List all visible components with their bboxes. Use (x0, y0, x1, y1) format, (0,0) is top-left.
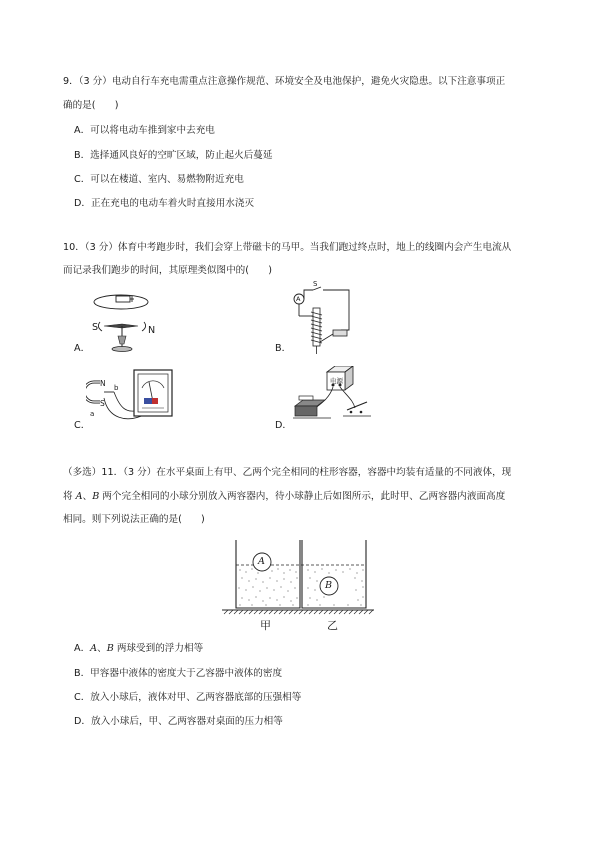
q10-stem-line2: 而记录我们跑步的时间，其原理类似图中的( ) (63, 265, 272, 276)
q11-stem-line1: （多选）11．（3 分）在水平桌面上有甲、乙两个完全相同的柱形容器，容器中均装有适量的不同液体，现 (63, 467, 512, 478)
q11-separator: 、 (82, 491, 93, 502)
q9-stem-line2: 确的是( ) (63, 100, 119, 111)
q9-option-a: A．可以将电动车推到家中去充电 (74, 125, 215, 136)
q10-c-south-label: S (100, 399, 105, 408)
q10-c-b-label: b (114, 384, 119, 392)
q10-b-switch-label: S (313, 280, 318, 288)
q10-d-power-label: 电源 (330, 377, 343, 385)
q11-option-b: B．甲容器中液体的密度大于乙容器中液体的密度 (74, 668, 283, 679)
q11-ball-a-symbol: A (75, 491, 83, 502)
q11-option-a-ball-b: B (106, 643, 114, 654)
q10-figure-d (291, 366, 373, 430)
q11-figure-ball-a-label: A (258, 556, 265, 567)
q9-option-d: D．正在充电的电动车着火时直接用水浇灭 (74, 198, 255, 209)
q10-stem-line1: 10．（3 分）体育中考跑步时，我们会穿上带磁卡的马甲。当我们跑过终点时，地上的线圈内会产生电流从 (63, 242, 512, 253)
q11-stem-line3: 相同。则下列说法正确的是( ) (63, 514, 205, 525)
q10-figure-b (293, 280, 355, 358)
q10-figure-a (86, 292, 156, 354)
q10-figure-c (86, 368, 176, 432)
q11-figure-right-label: 乙 (327, 619, 338, 632)
q10-label-a: A． (74, 343, 91, 354)
q11-stem-line2-post: 两个完全相同的小球分别放入两容器内，待小球静止后如图所示，此时甲、乙两容器内液面高度 (99, 491, 506, 502)
q10-c-north-label: N (100, 379, 106, 388)
q9-option-c: C．可以在楼道、室内、易燃物附近充电 (74, 174, 244, 185)
q11-ball-b-symbol: B (92, 491, 100, 502)
q9-option-b: B．选择通风良好的空旷区域，防止起火后蔓延 (74, 150, 273, 161)
q11-option-a-ball-a: A (90, 643, 98, 654)
q11-option-a (74, 642, 203, 656)
q11-option-a-prefix: A． (74, 643, 91, 654)
q10-c-a-label: a (90, 410, 95, 418)
q11-option-a-sep: 、 (97, 643, 107, 654)
q10-label-d: D． (275, 420, 292, 431)
q11-figure-left-label: 甲 (260, 619, 271, 632)
q11-stem-line2 (63, 490, 505, 504)
q10-label-b: B． (275, 343, 292, 354)
q10-a-south-label: S (92, 322, 99, 333)
q11-option-d: D．放入小球后，甲、乙两容器对桌面的压力相等 (74, 716, 283, 727)
q10-label-c: C． (74, 420, 91, 431)
q11-figure-ball-b-label: B (325, 580, 333, 591)
q11-stem-line2-pre: 将 (63, 491, 76, 502)
q9-stem-line1: 9．（3 分）电动自行车充电需重点注意操作规范、环境安全及电池保护，避免火灾隐患。以下注意事项正 (63, 76, 506, 87)
q11-figure (222, 538, 374, 634)
q10-a-north-label: N (148, 325, 156, 336)
q11-option-a-text: 两球受到的浮力相等 (113, 643, 204, 654)
q11-option-c: C．放入小球后，液体对甲、乙两容器底部的压强相等 (74, 692, 302, 703)
q10-b-ammeter-label: A (296, 295, 301, 303)
